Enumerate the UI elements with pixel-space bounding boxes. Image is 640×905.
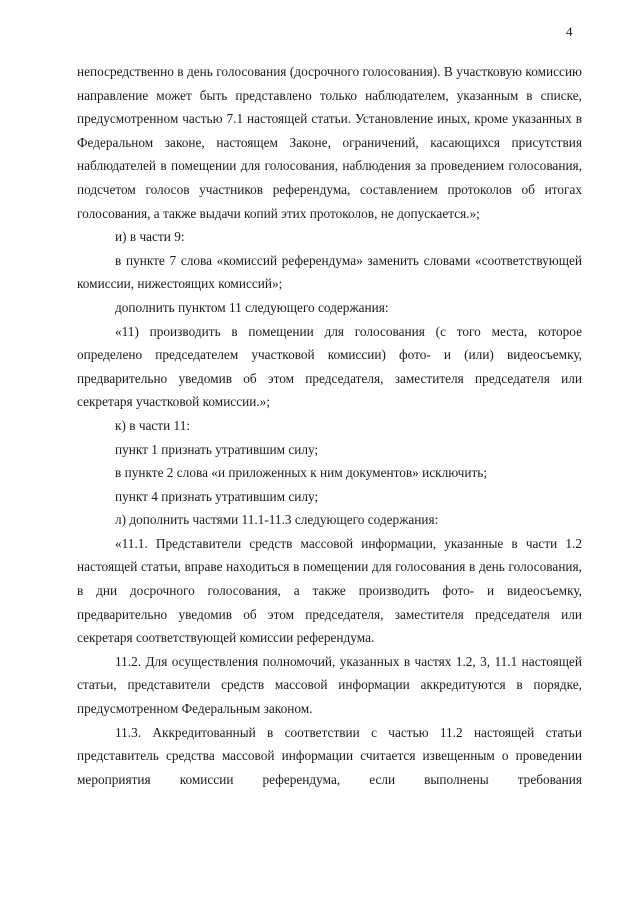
paragraph-item-i: и) в части 9: [115, 229, 185, 245]
paragraph-part-11-3: 11.3. Аккредитованный в соответствии с частью 11.2 настоящей статьи представитель средства массовой информации считается извещенным о проведении мероприятия комиссии референдума, если выполнены требования [77, 724, 582, 787]
page-number: 4 [566, 24, 573, 39]
paragraph-point-4-void: пункт 4 признать утратившим силу; [115, 488, 319, 504]
document-body [77, 60, 582, 791]
paragraph-item-k: к) в части 11: [115, 417, 191, 433]
paragraph-point-11-text: «11) производить в помещении для голосования (с того места, которое определено председателем участковой комиссии) фото- и (или) видеосъемку, предварительно уведомив об этом председателя, заместителя председателя или секретаря участковой комиссии.»; [77, 323, 582, 410]
paragraph-add-point-11: дополнить пунктом 11 следующего содержания: [115, 299, 389, 315]
paragraph-part-11-1: «11.1. Представители средств массовой информации, указанные в части 1.2 настоящей статьи, вправе находиться в помещении для голосования в день голосования, в дни досрочного голосования, а также производить фото- и видеосъемку, предварительно уведомив об этом председателя, заместителя председателя или секретаря соответствующей комиссии референдума. [77, 535, 582, 646]
paragraph-part-11-2: 11.2. Для осуществления полномочий, указанных в частях 1.2, 3, 11.1 настоящей статьи, представители средств массовой информации аккредитуются в порядке, предусмотренном Федеральным законом. [77, 653, 582, 717]
paragraph-continuation: непосредственно в день голосования (досрочного голосования). В участковую комиссию направление может быть представлено только наблюдателем, указанным в списке, предусмотренном частью 7.1 настоящей статьи. Установление иных, кроме указанных в Федеральном законе, настоящем Законе, ограничений, касающихся присутствия наблюдателей в помещении для голосования, наблюдения за проведением голосования, подсчетом голосов участников референдума, составлением протоколов об итогах голосования, а также выдачи копий этих протоколов, не допускается.»; [77, 64, 582, 221]
paragraph-point-1-void: пункт 1 признать утратившим силу; [115, 441, 319, 457]
paragraph-point-2-exclude: в пункте 2 слова «и приложенных к ним документов» исключить; [115, 465, 488, 481]
paragraph-point-7: в пункте 7 слова «комиссий референдума» заменить словами «соответствующей комиссии, нижестоящих комиссий»; [77, 252, 582, 292]
paragraph-item-l: л) дополнить частями 11.1-11.3 следующего содержания: [115, 512, 439, 528]
